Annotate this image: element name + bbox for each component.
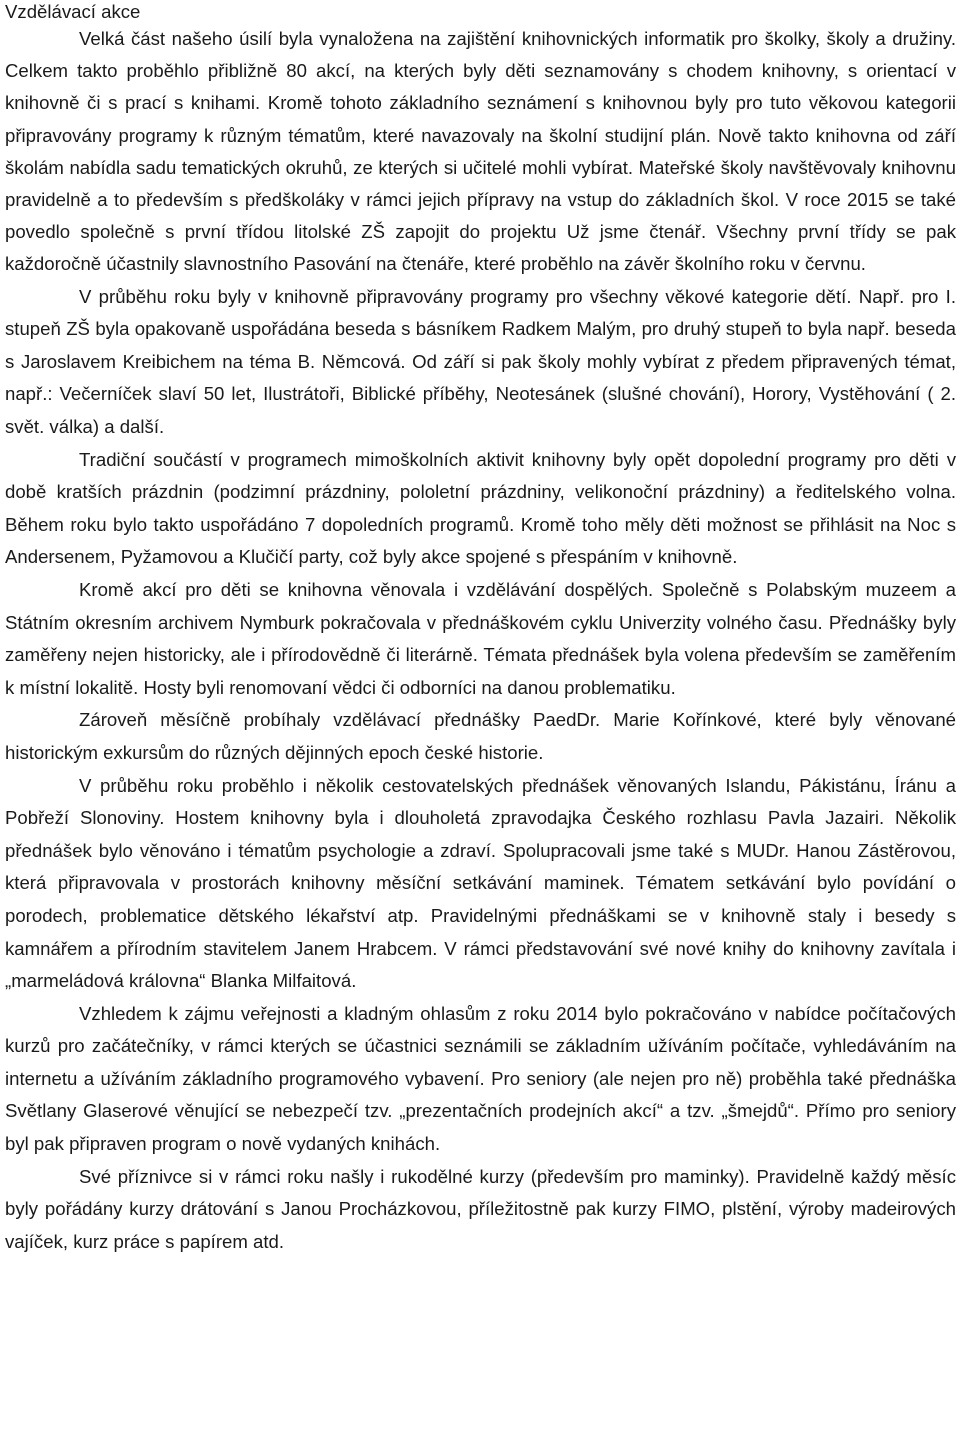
document-page	[5, 0, 956, 1258]
section-heading: Vzdělávací akce	[5, 1, 141, 22]
paragraph-school-programs: Velká část našeho úsilí byla vynaložena na zajištění knihovnických informatik pro školky, školy a družiny. Celkem takto proběhlo přibližně 80 akcí, na kterých byly děti seznamovány s chodem knihovny, s orientací v knihovně či s prací s knihami. Kromě tohoto základního seznámení s knihovnou byly pro tuto věkovou kategorii připravovány programy k různým tématům, které navazovaly na školní studijní plán. Nově takto knihovna od září školám nabídla sadu tematických okruhů, ze kterých si učitelé mohli vybírat. Mateřské školy navštěvovaly knihovnu pravidelně a to především s předškoláky v rámci jejich přípravy na vstup do základních škol. V roce 2015 se také povedlo společně s první třídou litolské ZŠ zapojit do projektu Už jsme čtenář. Všechny první třídy se pak každoročně účastnily slavnostního Pasování na čtenáře, které proběhlo na závěr školního roku v červnu.	[5, 28, 956, 275]
paragraph-craft-courses: Své příznivce si v rámci roku našly i rukodělné kurzy (především pro maminky). Pravidelně každý měsíc byly pořádány kurzy drátování s Janou Procházkovou, příležitostně pak kurzy FIMO, plstění, výroby madeirových vajíček, kurz práce s papírem atd.	[5, 1165, 956, 1252]
paragraph-holiday-programs: Tradiční součástí v programech mimoškolních aktivit knihovny byly opět dopolední programy pro děti v době kratších prázdnin (podzimní prázdniny, pololetní prázdniny, velikonoční prázdniny) a ředitelského volna. Během roku bylo takto uspořádáno 7 dopoledních programů. Kromě toho měly děti možnost se přihlásit na Noc s Andersenem, Pyžamovou a Klučičí party, což byly akce spojené s přespáním v knihovně.	[5, 448, 956, 568]
paragraph-adult-education: Kromě akcí pro děti se knihovna věnovala i vzdělávání dospělých. Společně s Polabským muzeem a Státním okresním archivem Nymburk pokračovala v přednáškovém cyklu Univerzity volného času. Přednášky byly zaměřeny nejen historicky, ale i přírodovědně či literárně. Témata přednášek byla volena především se zaměřením k místní lokalitě. Hosty byli renomovaní vědci či odborníci na danou problematiku.	[5, 578, 956, 698]
paragraph-children-programs: V průběhu roku byly v knihovně připravovány programy pro všechny věkové kategorie dětí. Např. pro I. stupeň ZŠ byla opakovaně uspořádána beseda s básníkem Radkem Malým, pro druhý stupeň to byla např. beseda s Jaroslavem Kreibichem na téma B. Němcová. Od září si pak školy mohly vybírat z předem připravených témat, např.: Večerníček slaví 50 let, Ilustrátoři, Biblické příběhy, Neotesánek (slušné chování), Horory, Vystěhování ( 2. svět. válka) a další.	[5, 285, 956, 437]
paragraph-history-lectures: Zároveň měsíčně probíhaly vzdělávací přednášky PaedDr. Marie Kořínkové, které byly věnované historickým exkursům do různých dějinných epoch české historie.	[5, 709, 956, 763]
paragraph-travel-lectures: V průběhu roku proběhlo i několik cestovatelských přednášek věnovaných Islandu, Pákistánu, Íránu a Pobřeží Slonoviny. Hostem knihovny byla i dlouholetá zpravodajka Českého rozhlasu Pavla Jazairi. Několik přednášek bylo věnováno i tématům psychologie a zdraví. Spolupracovali jsme také s MUDr. Hanou Zástěrovou, která připravovala v prostorách knihovny měsíční setkávání maminek. Tématem setkávání bylo povídání o porodech, problematice dětského lékařství atp. Pravidelnými přednáškami se v knihovně staly i besedy s kamnářem a přírodním stavitelem Janem Hrabcem. V rámci představování své nové knihy do knihovny zavítala i „marmeládová královna“ Blanka Milfaitová.	[5, 774, 956, 992]
paragraph-computer-courses: Vzhledem k zájmu veřejnosti a kladným ohlasům z roku 2014 bylo pokračováno v nabídce počítačových kurzů pro začátečníky, v rámci kterých se účastnici seznámili se základním užíváním počítače, vyhledáváním na internetu a užíváním základního programového vybavení. Pro seniory (ale nejen pro ně) proběhla také přednáška Světlany Glaserové věnující se nebezpečí tzv. „prezentačních prodejních akcí“ a tzv. „šmejdů“. Přímo pro seniory byl pak připraven program o nově vydaných knihách.	[5, 1002, 956, 1155]
